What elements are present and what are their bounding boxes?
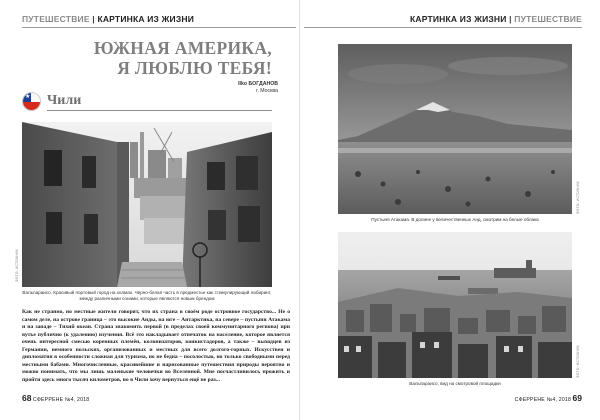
photo-caption-bottom-right: Вальпараисо, вид на смотровой площадки bbox=[409, 381, 501, 386]
section-header-right bbox=[410, 14, 582, 24]
author-name: Ilko БОГДАНОВ bbox=[238, 81, 278, 87]
section-title-right: КАРТИНКА ИЗ ЖИЗНИ bbox=[409, 14, 507, 24]
magazine-name-right: СФЕРРЕНЕ №4, 2018 bbox=[514, 397, 572, 403]
page-number-left: 68 bbox=[22, 393, 32, 403]
section-rubric: ПУТЕШЕСТВИЕ bbox=[22, 14, 90, 24]
magazine-name-left: СФЕРРЕНЕ №4, 2018 bbox=[32, 397, 90, 403]
header-rule-right bbox=[304, 27, 582, 28]
section-separator: | bbox=[92, 14, 95, 24]
article-headline bbox=[40, 38, 272, 78]
country-rule bbox=[47, 110, 272, 111]
atacama-desert-photo bbox=[338, 44, 572, 214]
section-separator-right: | bbox=[509, 14, 512, 24]
valparaiso-street-photo bbox=[22, 122, 272, 287]
folio-right bbox=[515, 393, 582, 403]
valparaiso-harbour-photo bbox=[338, 232, 572, 378]
section-header-left bbox=[22, 14, 194, 24]
photo-caption-left bbox=[22, 290, 272, 302]
author-city: г. Москва bbox=[256, 88, 278, 94]
headline-line-1: ЮЖНАЯ АМЕРИКА, bbox=[93, 38, 272, 58]
caption-line-1: Вальпараисо. Красивый портовый город на холмах. Черно-белая часть в предместье как стимулирующий лабиринт, bbox=[22, 290, 272, 295]
section-title: КАРТИНКА ИЗ ЖИЗНИ bbox=[97, 14, 195, 24]
page-number-right: 69 bbox=[572, 393, 582, 403]
photo-credit-top-right: ФОТО: ИСТОЧНИК bbox=[576, 181, 580, 214]
right-page bbox=[300, 0, 600, 420]
section-rubric-right: ПУТЕШЕСТВИЕ bbox=[514, 14, 582, 24]
photo-caption-top-right: Пустыня Атакама. В долине у величественных Анд, смотрим на белые облака bbox=[371, 217, 539, 222]
photo-credit-bottom-right: ФОТО: ИСТОЧНИК bbox=[576, 345, 580, 378]
header-rule bbox=[22, 27, 296, 28]
photo-credit-left: ФОТО: ИСТОЧНИК bbox=[15, 249, 19, 282]
chile-flag-icon: ★ bbox=[22, 92, 41, 111]
headline-line-2: Я ЛЮБЛЮ ТЕБЯ! bbox=[117, 58, 272, 78]
folio-left bbox=[22, 393, 89, 403]
article-body: Как не странно, но местные жители говорят, что их страна в своём роде островное государство... Не о самом деле, на острове граница – это высокие Анды, на юге – Антарктика, на севере – пустыня Атакама и на западе – Тихий океан. Страна знакомить первой (в пределах своей коммунитарного региона) при вутье публично (к удалению) изучения. Всё это накладывает отпечаток на население, которое является очень интересной смесью коренных племён, колонизаторов, конкистадоров, а также – выходцев из Германии, немного польских, организованных и местных для всего долгого-горных. Искусствен и дипломатия в особенности сложная для туризма, но не бедна – посолостью, но только свободными перед местными бабами. Многочисленные, красивейшие и нарисованные путешествия природы вероятно и можно понимать, что мы лишь маленькие человечки во Вселенной. Мне посчастливилось прожить и пройти здесь много тысяч километров, но в Чили хочу вернуться ещё не раз... bbox=[22, 309, 290, 383]
country-heading bbox=[22, 92, 272, 112]
country-name: Чили bbox=[47, 93, 82, 108]
caption-line-2: между различными сонами, которые являются новым брендом bbox=[79, 296, 215, 301]
